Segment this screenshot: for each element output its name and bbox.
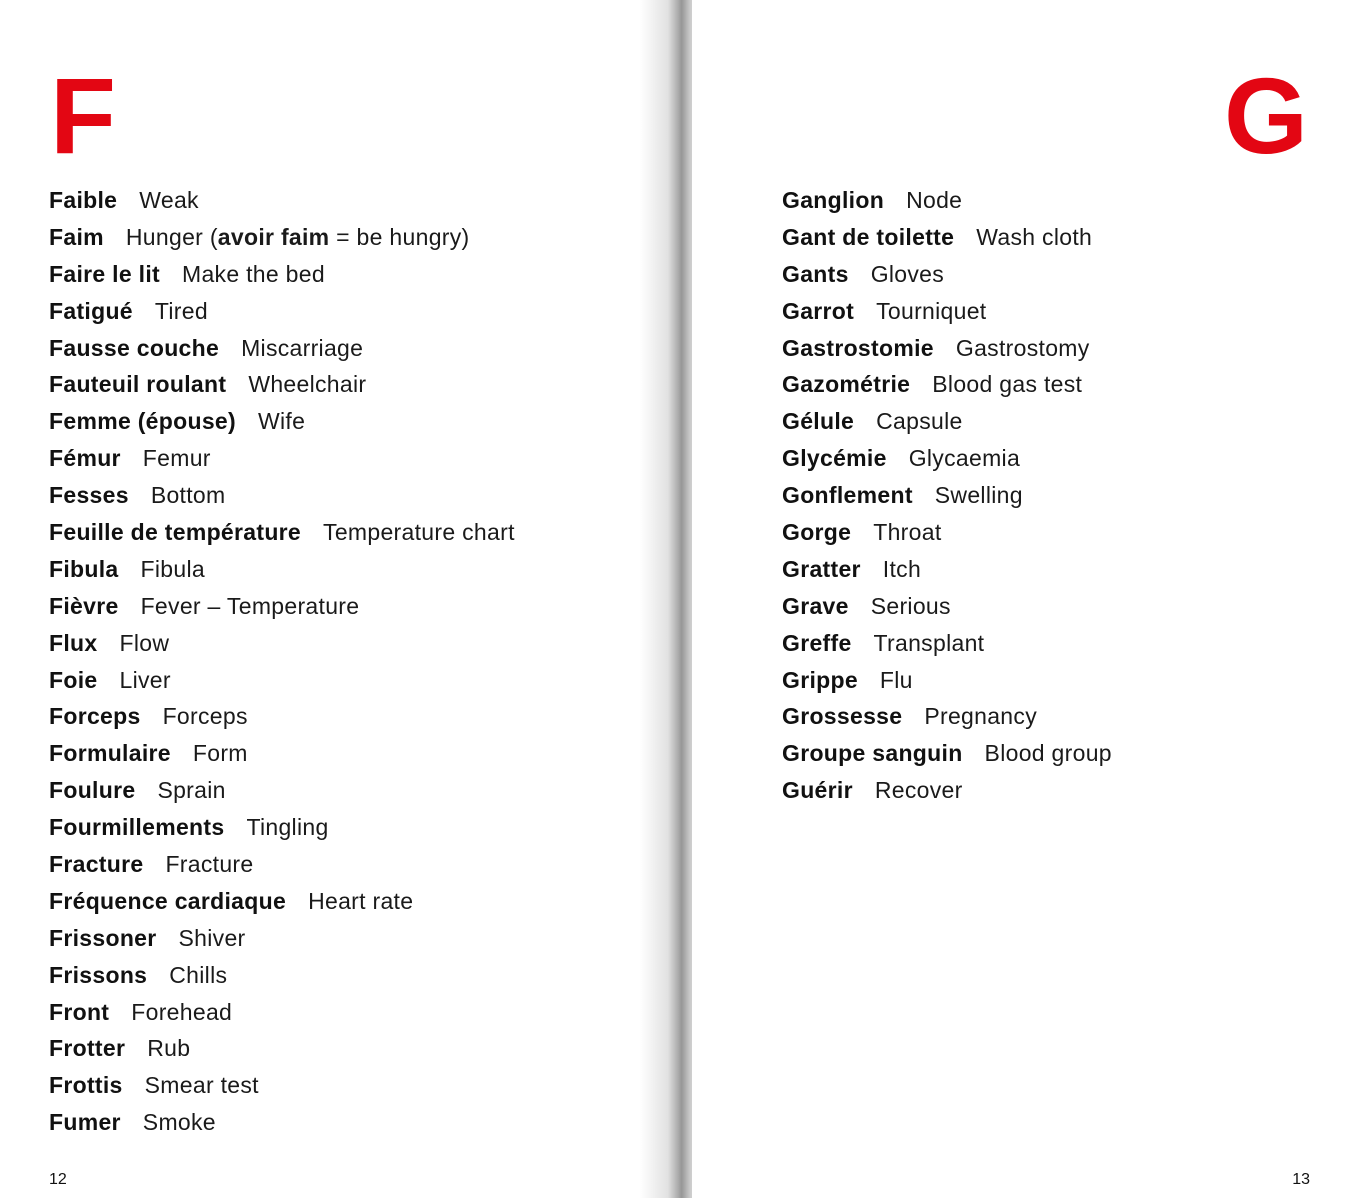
entry-term: Greffe <box>782 629 852 656</box>
entry-definition: Tired <box>154 297 208 324</box>
entry-term: Grossesse <box>782 703 903 730</box>
entry-term: Gorge <box>782 519 852 546</box>
glossary-entry <box>49 1067 515 1104</box>
definition-part: = be hungry) <box>329 223 470 250</box>
entry-definition: Throat <box>873 519 942 546</box>
entry-term: Gants <box>782 260 849 287</box>
glossary-entry <box>782 772 1112 809</box>
entry-term: Faire le lit <box>49 260 160 287</box>
entry-definition: Forehead <box>131 998 233 1025</box>
glossary-entry <box>49 846 515 883</box>
entry-definition: Serious <box>870 592 951 619</box>
glossary-entry <box>49 957 515 994</box>
entry-definition: Miscarriage <box>241 334 364 361</box>
page-number: 13 <box>1292 1171 1310 1188</box>
glossary-entry <box>49 735 515 772</box>
glossary-entry <box>49 514 515 551</box>
glossary-entry <box>49 1104 515 1141</box>
entry-term: Groupe sanguin <box>782 740 963 767</box>
entry-term: Formulaire <box>49 740 171 767</box>
glossary-entry <box>49 293 515 330</box>
entry-term: Gazométrie <box>782 371 911 398</box>
section-letter: F <box>50 55 116 176</box>
entry-term: Femme (épouse) <box>49 408 236 435</box>
definition-part: Hunger ( <box>125 223 218 250</box>
entry-definition: Liver <box>119 666 171 693</box>
entry-term: Grave <box>782 592 849 619</box>
entry-definition: Blood group <box>984 740 1112 767</box>
entry-definition: Forceps <box>162 703 248 730</box>
glossary-entry <box>49 809 515 846</box>
glossary-entry <box>782 293 1112 330</box>
glossary-entry <box>782 698 1112 735</box>
entry-definition: Blood gas test <box>932 371 1083 398</box>
glossary-entry <box>49 366 515 403</box>
glossary-entry <box>782 403 1112 440</box>
entry-definition: Node <box>906 187 963 213</box>
entry-term: Fauteuil roulant <box>49 371 227 398</box>
entry-definition: Capsule <box>876 408 963 435</box>
glossary-list <box>782 182 1112 809</box>
glossary-entry <box>49 330 515 367</box>
entry-term: Gonflement <box>782 482 913 509</box>
entry-definition: Fibula <box>140 555 205 582</box>
entry-definition: Chills <box>169 961 228 988</box>
entry-definition: Smoke <box>142 1109 216 1136</box>
glossary-entry <box>49 219 515 256</box>
entry-definition <box>126 224 470 250</box>
entry-term: Garrot <box>782 297 855 324</box>
entry-term: Front <box>49 998 110 1025</box>
glossary-entry <box>49 662 515 699</box>
entry-definition: Wash cloth <box>976 223 1093 250</box>
entry-term: Frottis <box>49 1072 123 1099</box>
entry-term: Flux <box>49 629 98 656</box>
entry-term: Fracture <box>49 851 144 878</box>
glossary-entry <box>782 256 1112 293</box>
entry-term: Ganglion <box>782 187 885 213</box>
entry-term: Fesses <box>49 482 129 509</box>
entry-term: Glycémie <box>782 445 887 472</box>
entry-definition: Rub <box>147 1035 191 1062</box>
entry-term: Frissons <box>49 961 148 988</box>
glossary-entry <box>49 588 515 625</box>
entry-definition: Bottom <box>150 482 226 509</box>
glossary-entry <box>49 698 515 735</box>
entry-definition: Fracture <box>165 851 254 878</box>
entry-definition: Flu <box>879 666 913 693</box>
entry-term: Faim <box>49 223 104 250</box>
entry-term: Gastrostomie <box>782 334 934 361</box>
page-number: 12 <box>49 1171 67 1188</box>
entry-definition: Transplant <box>873 629 985 656</box>
section-letter: G <box>1223 55 1308 176</box>
entry-definition: Tingling <box>246 814 329 841</box>
glossary-entry <box>49 883 515 920</box>
entry-definition: Smear test <box>144 1072 259 1099</box>
glossary-entry <box>49 440 515 477</box>
entry-definition: Sprain <box>157 777 226 804</box>
glossary-entry <box>782 588 1112 625</box>
entry-definition: Gastrostomy <box>955 334 1090 361</box>
entry-definition: Make the bed <box>181 260 325 287</box>
entry-term: Gélule <box>782 408 855 435</box>
glossary-entry <box>49 551 515 588</box>
glossary-entry <box>49 403 515 440</box>
entry-term: Grippe <box>782 666 858 693</box>
entry-term: Forceps <box>49 703 141 730</box>
glossary-entry <box>49 625 515 662</box>
glossary-entry <box>49 256 515 293</box>
glossary-entry <box>782 625 1112 662</box>
entry-definition: Itch <box>882 555 922 582</box>
entry-definition: Temperature chart <box>323 519 515 546</box>
glossary-entry <box>782 551 1112 588</box>
entry-term: Fumer <box>49 1109 121 1136</box>
entry-definition: Wife <box>257 408 306 435</box>
glossary-entry <box>782 440 1112 477</box>
entry-definition: Heart rate <box>308 887 414 914</box>
entry-definition: Glycaemia <box>908 445 1021 472</box>
entry-term: Fausse couche <box>49 334 220 361</box>
entry-term: Fémur <box>49 445 121 472</box>
entry-definition: Femur <box>142 445 211 472</box>
glossary-entry <box>49 1030 515 1067</box>
glossary-entry <box>782 662 1112 699</box>
entry-definition: Swelling <box>934 482 1023 509</box>
entry-term: Fièvre <box>49 592 119 619</box>
definition-part: avoir faim <box>217 223 330 250</box>
glossary-list <box>49 182 515 1141</box>
entry-term: Faible <box>49 187 118 213</box>
entry-term: Foulure <box>49 777 136 804</box>
entry-definition: Recover <box>874 777 963 804</box>
entry-definition: Flow <box>119 629 170 656</box>
glossary-entry <box>49 772 515 809</box>
entry-definition: Form <box>192 740 248 767</box>
glossary-entry <box>782 330 1112 367</box>
entry-definition: Gloves <box>870 260 945 287</box>
entry-term: Fibula <box>49 555 119 582</box>
entry-term: Fréquence cardiaque <box>49 887 287 914</box>
glossary-entry <box>782 514 1112 551</box>
glossary-entry <box>782 477 1112 514</box>
entry-term: Fourmillements <box>49 814 225 841</box>
glossary-entry <box>49 920 515 957</box>
entry-term: Gant de toilette <box>782 223 955 250</box>
entry-definition: Pregnancy <box>924 703 1038 730</box>
entry-term: Fatigué <box>49 297 133 324</box>
entry-definition: Weak <box>139 187 199 213</box>
entry-definition: Fever – Temperature <box>140 592 360 619</box>
entry-definition: Shiver <box>178 924 246 951</box>
entry-term: Gratter <box>782 555 861 582</box>
glossary-entry <box>782 735 1112 772</box>
glossary-entry <box>782 182 1112 219</box>
entry-definition: Tourniquet <box>876 297 987 324</box>
entry-term: Frissoner <box>49 924 157 951</box>
right-page <box>692 0 1360 1198</box>
glossary-entry <box>782 219 1112 256</box>
entry-term: Foie <box>49 666 98 693</box>
left-page <box>0 0 668 1198</box>
glossary-entry <box>782 366 1112 403</box>
glossary-entry <box>49 477 515 514</box>
entry-definition: Wheelchair <box>248 371 367 398</box>
glossary-entry <box>49 994 515 1031</box>
entry-term: Guérir <box>782 777 853 804</box>
glossary-entry <box>49 182 515 219</box>
entry-term: Feuille de température <box>49 519 302 546</box>
entry-term: Frotter <box>49 1035 126 1062</box>
